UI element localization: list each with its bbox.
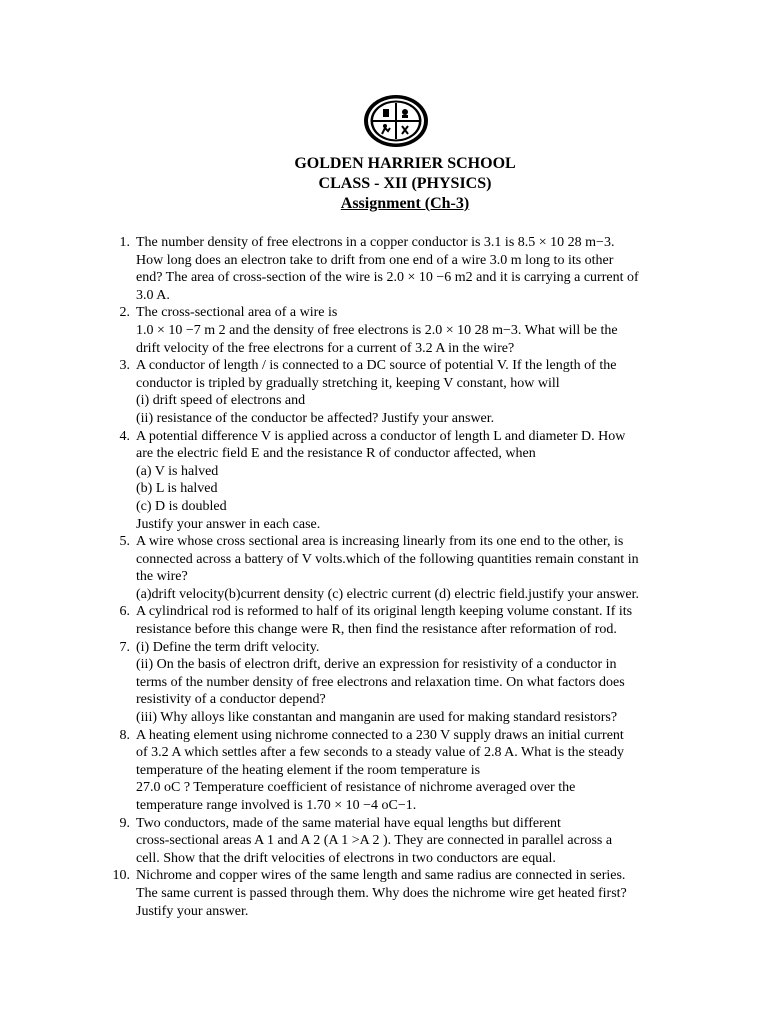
question-line: resistance before this change were R, then find the resistance after reformation of rod. <box>136 622 617 638</box>
question-text <box>136 603 696 638</box>
school-name: GOLDEN HARRIER SCHOOL <box>294 155 516 172</box>
question-item <box>106 428 696 534</box>
question-line: the wire? <box>136 569 188 585</box>
question-line: (iii) Why alloys like constantan and manganin are used for making standard resistors? <box>136 710 618 726</box>
question-number: 7. <box>119 639 130 655</box>
question-line: Two conductors, made of the same material have equal lengths but different <box>136 815 561 831</box>
class-line: CLASS - XII (PHYSICS) <box>318 175 492 192</box>
question-line: of 3.2 A which settles after a few seconds to a steady value of 2.8 A. What is the steady <box>136 745 625 761</box>
question-line: (i) drift speed of electrons and <box>136 393 306 409</box>
question-text <box>136 533 696 603</box>
question-item <box>106 867 696 920</box>
question-line: (ii) On the basis of electron drift, derive an expression for resistivity of a conductor in <box>136 657 617 673</box>
question-line: A conductor of length / is connected to a DC source of potential V. If the length of the <box>136 358 617 374</box>
question-line: How long does an electron take to drift from one end of a wire 3.0 m long to its other <box>136 252 614 268</box>
question-list <box>106 234 696 920</box>
question-number: 3. <box>119 358 130 374</box>
question-number: 4. <box>119 428 130 444</box>
question-text <box>136 304 696 357</box>
question-line: A potential difference V is applied across a conductor of length L and diameter D. How <box>136 428 626 444</box>
question-line: A wire whose cross sectional area is increasing linearly from its one end to the other, is <box>136 534 624 550</box>
question-line: temperature of the heating element if the room temperature is <box>136 762 481 778</box>
question-line: temperature range involved is 1.70 × 10 −4 oC−1. <box>136 798 417 813</box>
question-line: A cylindrical rod is reformed to half of its original length keeping volume constant. If its <box>136 604 633 620</box>
question-line: (a) V is halved <box>136 463 219 479</box>
question-line: (b) L is halved <box>136 481 218 497</box>
question-item <box>106 603 696 638</box>
question-line: 27.0 oC ? Temperature coefficient of resistance of nichrome averaged over the <box>136 780 576 796</box>
question-line: A heating element using nichrome connected to a 230 V supply draws an initial current <box>136 727 624 743</box>
question-line: drift velocity of the free electrons for a current of 3.2 A in the wire? <box>136 340 515 356</box>
question-line: cross-sectional areas A 1 and A 2 (A 1 >A 2 ). They are connected in parallel across a <box>136 833 613 849</box>
question-line: The cross-sectional area of a wire is <box>136 305 338 321</box>
question-line: The number density of free electrons in a copper conductor is 3.1 is 8.5 × 10 28 m−3. <box>136 235 615 250</box>
question-line: (i) Define the term drift velocity. <box>136 639 320 655</box>
question-number: 6. <box>119 604 130 620</box>
question-item <box>106 533 696 603</box>
question-text <box>136 727 696 815</box>
question-number: 2. <box>119 305 130 321</box>
question-text <box>136 234 696 304</box>
question-line: Justify your answer in each case. <box>136 516 321 532</box>
question-line: 1.0 × 10 −7 m 2 and the density of free electrons is 2.0 × 10 28 m−3. What will be the <box>136 322 618 338</box>
question-line: Nichrome and copper wires of the same length and same radius are connected in series. <box>136 868 626 884</box>
document-header <box>0 154 768 214</box>
question-item <box>106 727 696 815</box>
question-text <box>136 867 696 920</box>
question-line: connected across a battery of V volts.which of the following quantities remain constant in <box>136 551 639 567</box>
question-line: conductor is tripled by gradually stretching it, keeping V constant, how will <box>136 375 560 391</box>
question-line: are the electric field E and the resistance R of conductor affected, when <box>136 446 536 462</box>
question-line: resistivity of a conductor depend? <box>136 692 326 708</box>
question-line: end? The area of cross-section of the wire is 2.0 × 10 −6 m2 and it is carrying a current of <box>136 270 639 286</box>
question-line: Justify your answer. <box>136 903 249 919</box>
question-line: cell. Show that the drift velocities of electrons in two conductors are equal. <box>136 850 556 866</box>
question-line: (c) D is doubled <box>136 498 227 514</box>
question-line: terms of the number density of free electrons and relaxation time. On what factors does <box>136 674 625 690</box>
question-text <box>136 815 696 868</box>
question-line: (ii) resistance of the conductor be affected? Justify your answer. <box>136 410 495 426</box>
question-number: 5. <box>119 534 130 550</box>
question-line: (a)drift velocity(b)current density (c) electric current (d) electric field.justify your answer. <box>136 586 639 602</box>
question-text <box>136 428 696 534</box>
question-item <box>106 357 696 427</box>
question-item <box>106 304 696 357</box>
question-text <box>136 357 696 427</box>
question-item <box>106 815 696 868</box>
school-crest-logo <box>363 94 429 148</box>
question-line: The same current is passed through them. Why does the nichrome wire get heated first? <box>136 885 627 901</box>
question-item <box>106 234 696 304</box>
question-text <box>136 639 696 727</box>
question-line: 3.0 A. <box>136 287 170 303</box>
question-item <box>106 639 696 727</box>
question-number: 9. <box>119 815 130 831</box>
question-number: 10. <box>112 868 130 884</box>
question-number: 8. <box>119 727 130 743</box>
assignment-title: Assignment (Ch-3) <box>340 195 470 212</box>
question-number: 1. <box>119 235 130 250</box>
